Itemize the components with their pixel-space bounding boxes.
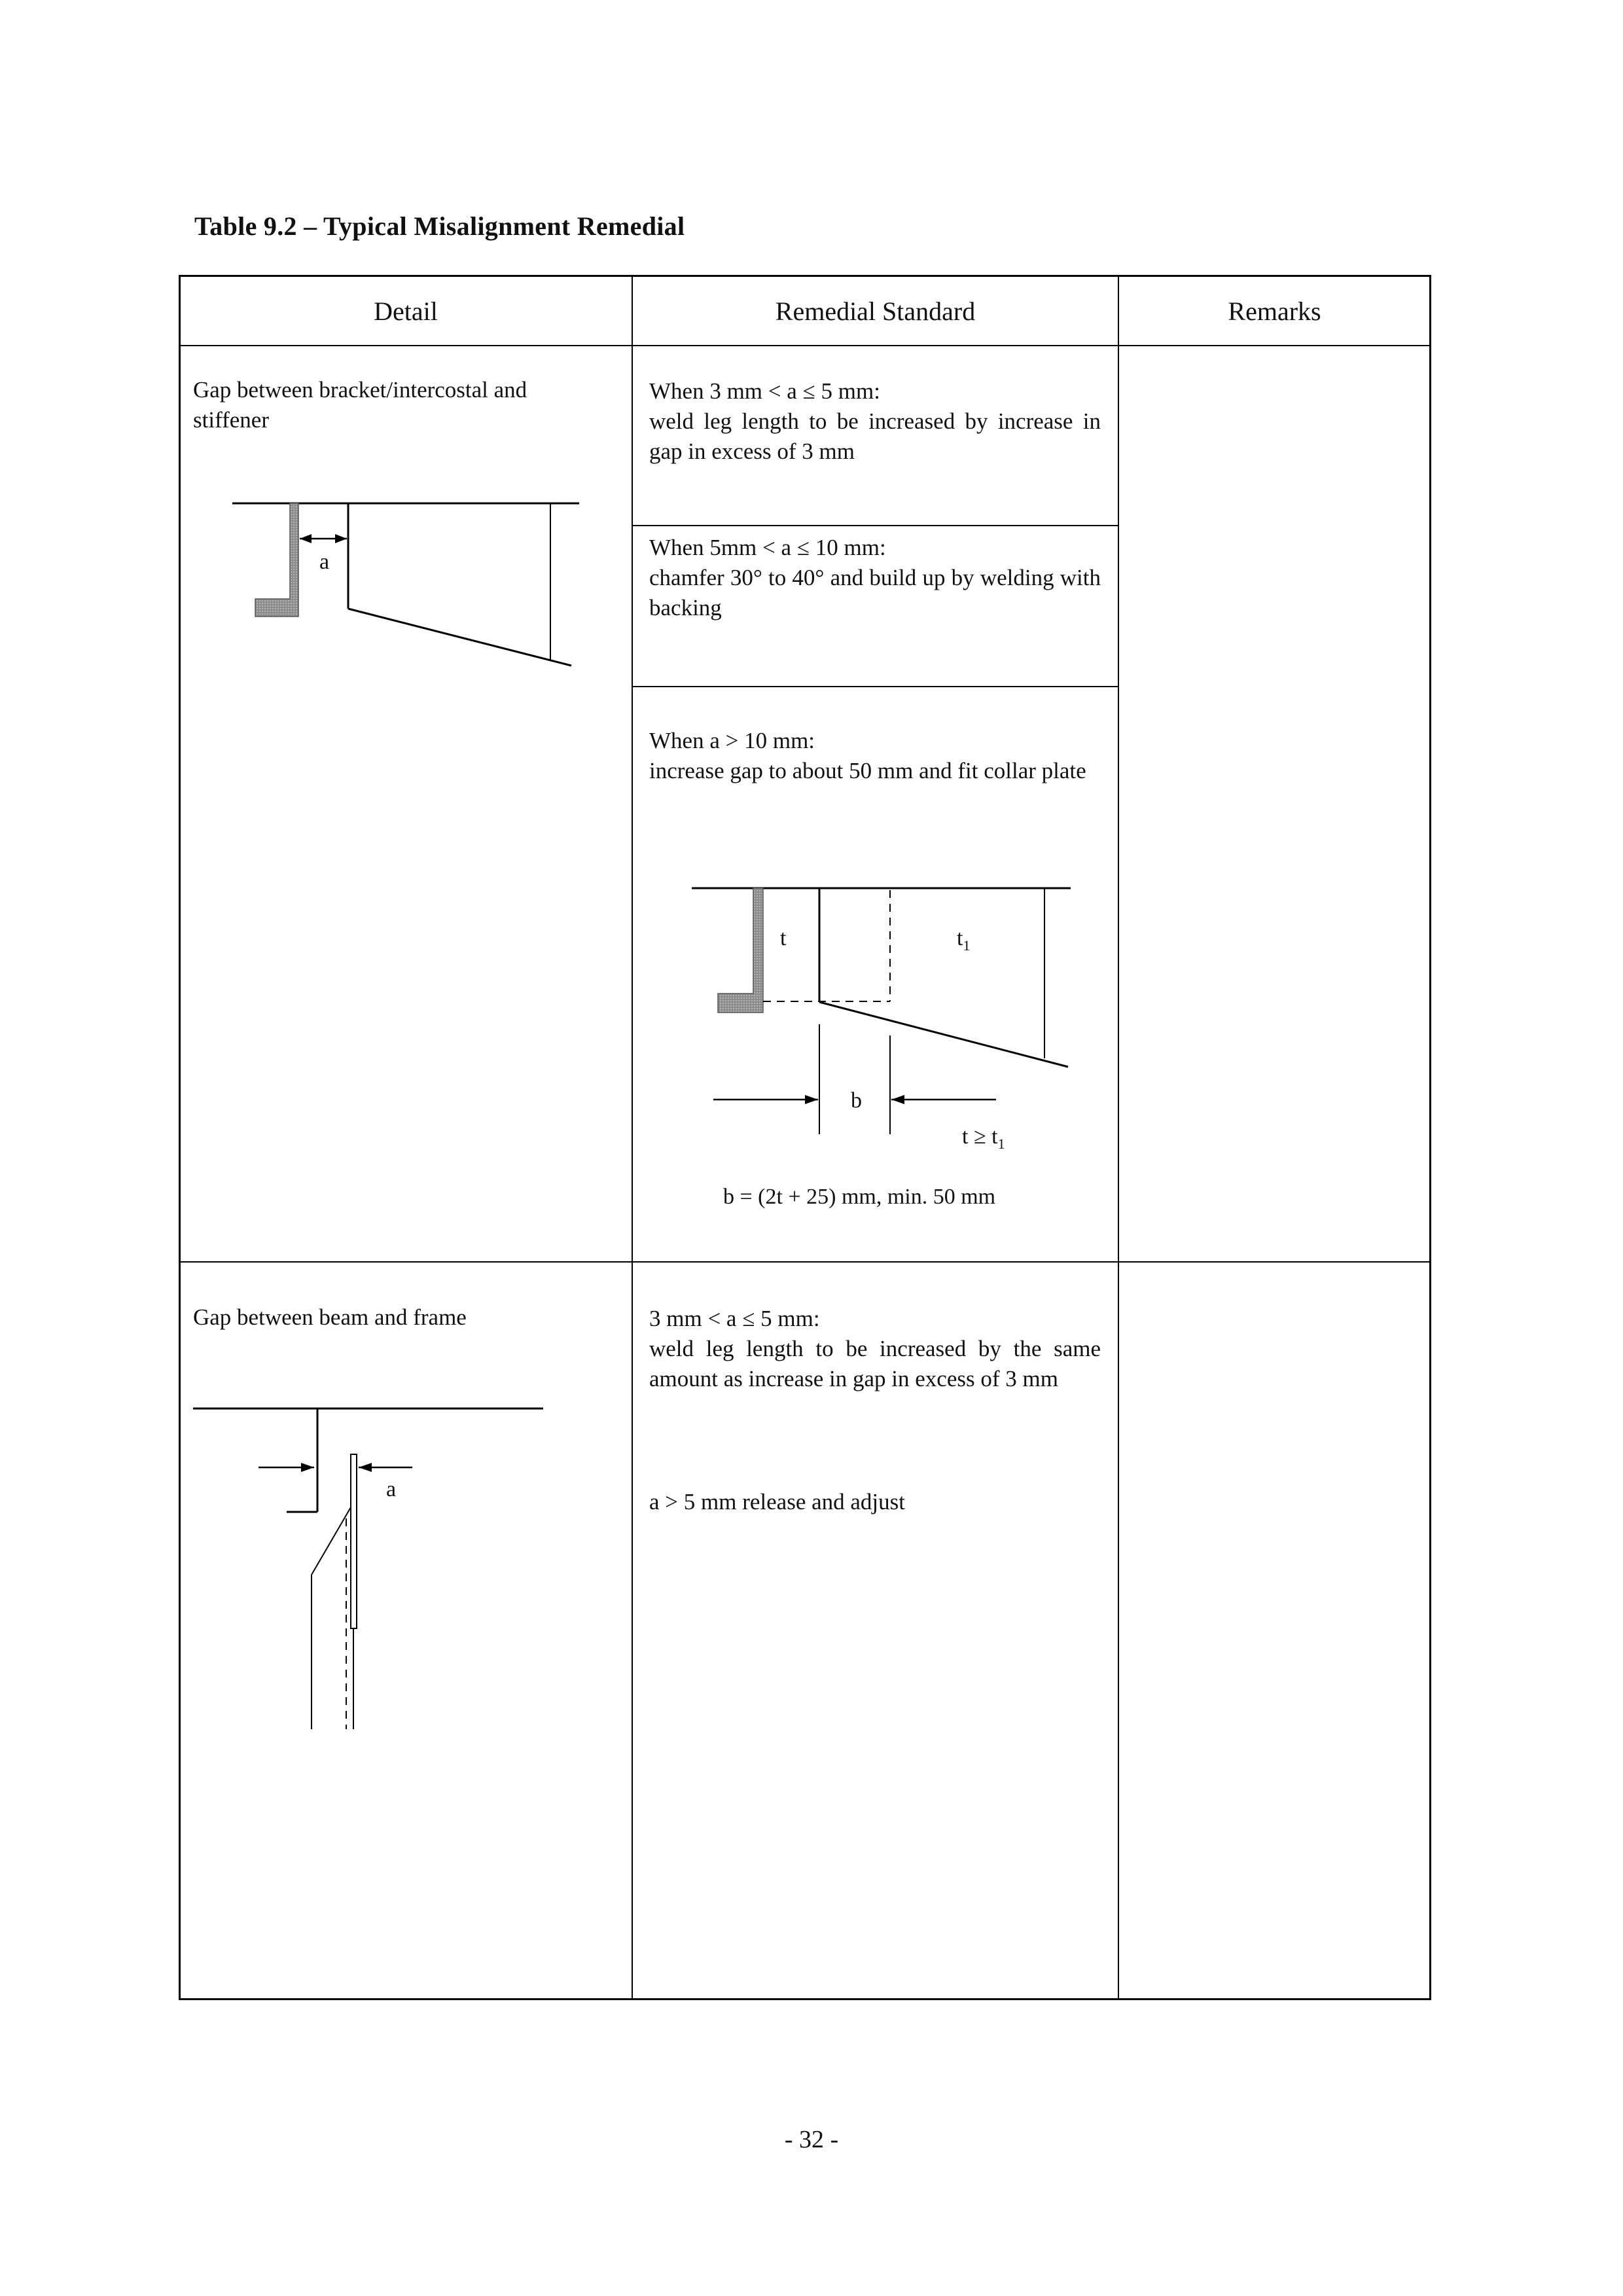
column-divider [632, 275, 633, 2000]
inequality-subscript: 1 [997, 1135, 1005, 1152]
remedial-over-10-condition: When a > 10 mm: [649, 728, 815, 753]
t1-subscript: 1 [963, 937, 971, 954]
t1-base: t [957, 926, 963, 950]
header-remarks: Remarks [1228, 296, 1321, 326]
thickness-label-t: t [780, 926, 787, 950]
header-divider [179, 345, 1431, 346]
row1-detail: Gap between bracket/intercostal and stiffener [193, 377, 527, 433]
inequality-base: t ≥ t [962, 1124, 998, 1149]
remedial-over-10-action: increase gap to about 50 mm and fit collar plate [649, 758, 1086, 783]
remedial-3-5-action: weld leg length to be increased by increase in gap in excess of 3 mm [649, 408, 1101, 464]
remedial-3-5-condition: When 3 mm < a ≤ 5 mm: [649, 378, 880, 404]
remedial-5-10-condition: When 5mm < a ≤ 10 mm: [649, 535, 886, 560]
bracket-gap-diagram [223, 488, 628, 697]
remedial-5-10-action: chamfer 30° to 40° and build up by welding with backing [649, 565, 1101, 620]
gap-label-b: b [851, 1088, 862, 1113]
gap-label-a: a [386, 1477, 397, 1501]
page-title: Table 9.2 – Typical Misalignment Remedial [194, 211, 685, 241]
remedial-beam-release: a > 5 mm release and adjust [649, 1489, 905, 1515]
remedial-beam-condition: 3 mm < a ≤ 5 mm: [649, 1306, 820, 1331]
row2-detail: Gap between beam and frame [193, 1304, 467, 1330]
row-divider [179, 1261, 1431, 1263]
collar-formula: b = (2t + 25) mm, min. 50 mm [723, 1185, 996, 1209]
sub-row-divider [632, 525, 1118, 526]
header-detail: Detail [374, 296, 438, 326]
header-remedial-standard: Remedial Standard [775, 296, 976, 326]
sub-row-divider [632, 686, 1118, 687]
collar-plate-diagram [681, 864, 1139, 1152]
page-number: - 32 - [784, 2126, 839, 2153]
thickness-inequality [962, 1124, 1005, 1153]
remedial-beam-action: weld leg length to be increased by the same amount as increase in gap in excess of 3 mm [649, 1336, 1101, 1391]
thickness-label-t1 [957, 926, 970, 954]
gap-label-a: a [319, 550, 330, 574]
beam-frame-diagram [190, 1388, 556, 1741]
